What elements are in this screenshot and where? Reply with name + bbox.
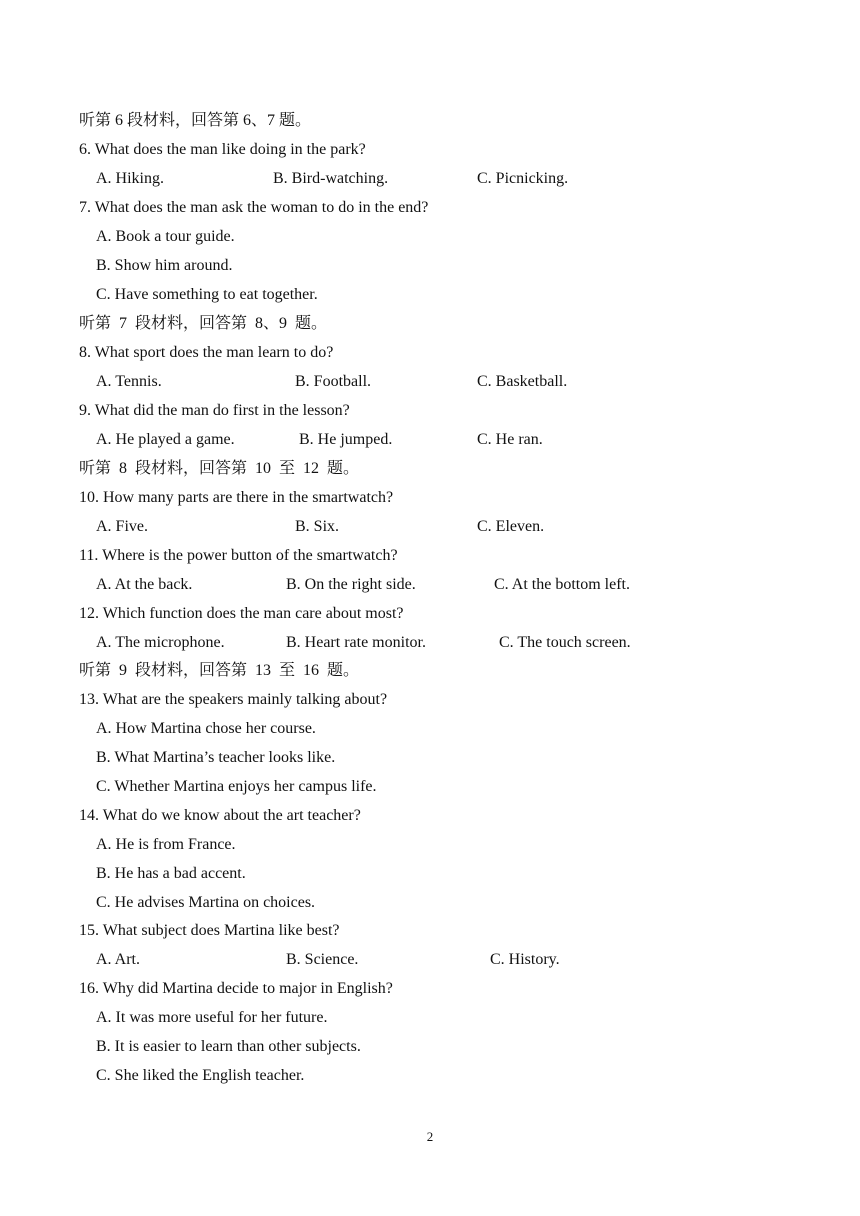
option-12-a: A. The microphone. (96, 634, 225, 651)
question-8: 8. What sport does the man learn to do? (79, 344, 334, 361)
question-7: 7. What does the man ask the woman to do in the end? (79, 199, 429, 216)
option-6-a: A. Hiking. (96, 170, 164, 187)
option-9-c: C. He ran. (477, 431, 543, 448)
option-15-a: A. Art. (96, 951, 140, 968)
option-7-c: C. Have something to eat together. (96, 286, 318, 303)
option-13-a: A. How Martina chose her course. (96, 720, 316, 737)
option-15-c: C. History. (490, 951, 560, 968)
option-13-c: C. Whether Martina enjoys her campus life. (96, 778, 377, 795)
option-12-c: C. The touch screen. (499, 634, 631, 651)
question-11: 11. Where is the power button of the smartwatch? (79, 547, 398, 564)
option-16-c: C. She liked the English teacher. (96, 1067, 305, 1084)
question-6: 6. What does the man like doing in the park? (79, 141, 366, 158)
option-10-a: A. Five. (96, 518, 148, 535)
option-10-b: B. Six. (295, 518, 340, 535)
option-7-b: B. Show him around. (96, 257, 233, 274)
option-6-b: B. Bird-watching. (273, 170, 389, 187)
question-15: 15. What subject does Martina like best? (79, 922, 340, 939)
section-heading-8: 听第 8 段材料，回答第 10 至 12 题。 (79, 460, 360, 477)
option-16-a: A. It was more useful for her future. (96, 1009, 328, 1026)
section-heading-7: 听第 7 段材料，回答第 8、9 题。 (79, 315, 328, 332)
option-6-c: C. Picnicking. (477, 170, 569, 187)
option-8-a: A. Tennis. (96, 373, 162, 390)
question-10: 10. How many parts are there in the smartwatch? (79, 489, 394, 506)
section-heading-6: 听第 6 段材料，回答第 6、7 题。 (79, 112, 312, 129)
option-9-b: B. He jumped. (299, 431, 393, 448)
option-8-b: B. Football. (295, 373, 372, 390)
option-14-a: A. He is from France. (96, 836, 236, 853)
option-12-b: B. Heart rate monitor. (286, 634, 426, 651)
section-heading-9: 听第 9 段材料，回答第 13 至 16 题。 (79, 662, 360, 679)
page-number: 2 (426, 1129, 434, 1144)
option-11-b: B. On the right side. (286, 576, 416, 593)
option-7-a: A. Book a tour guide. (96, 228, 235, 245)
question-14: 14. What do we know about the art teacher? (79, 807, 361, 824)
option-14-c: C. He advises Martina on choices. (96, 894, 316, 911)
option-10-c: C. Eleven. (477, 518, 545, 535)
option-11-c: C. At the bottom left. (494, 576, 630, 593)
option-9-a: A. He played a game. (96, 431, 235, 448)
question-16: 16. Why did Martina decide to major in English? (79, 980, 393, 997)
question-9: 9. What did the man do first in the lesson? (79, 402, 350, 419)
option-8-c: C. Basketball. (477, 373, 568, 390)
question-12: 12. Which function does the man care about most? (79, 605, 404, 622)
option-15-b: B. Science. (286, 951, 359, 968)
question-13: 13. What are the speakers mainly talking about? (79, 691, 388, 708)
option-14-b: B. He has a bad accent. (96, 865, 246, 882)
option-13-b: B. What Martina’s teacher looks like. (96, 749, 336, 766)
option-11-a: A. At the back. (96, 576, 193, 593)
option-16-b: B. It is easier to learn than other subjects. (96, 1038, 361, 1055)
